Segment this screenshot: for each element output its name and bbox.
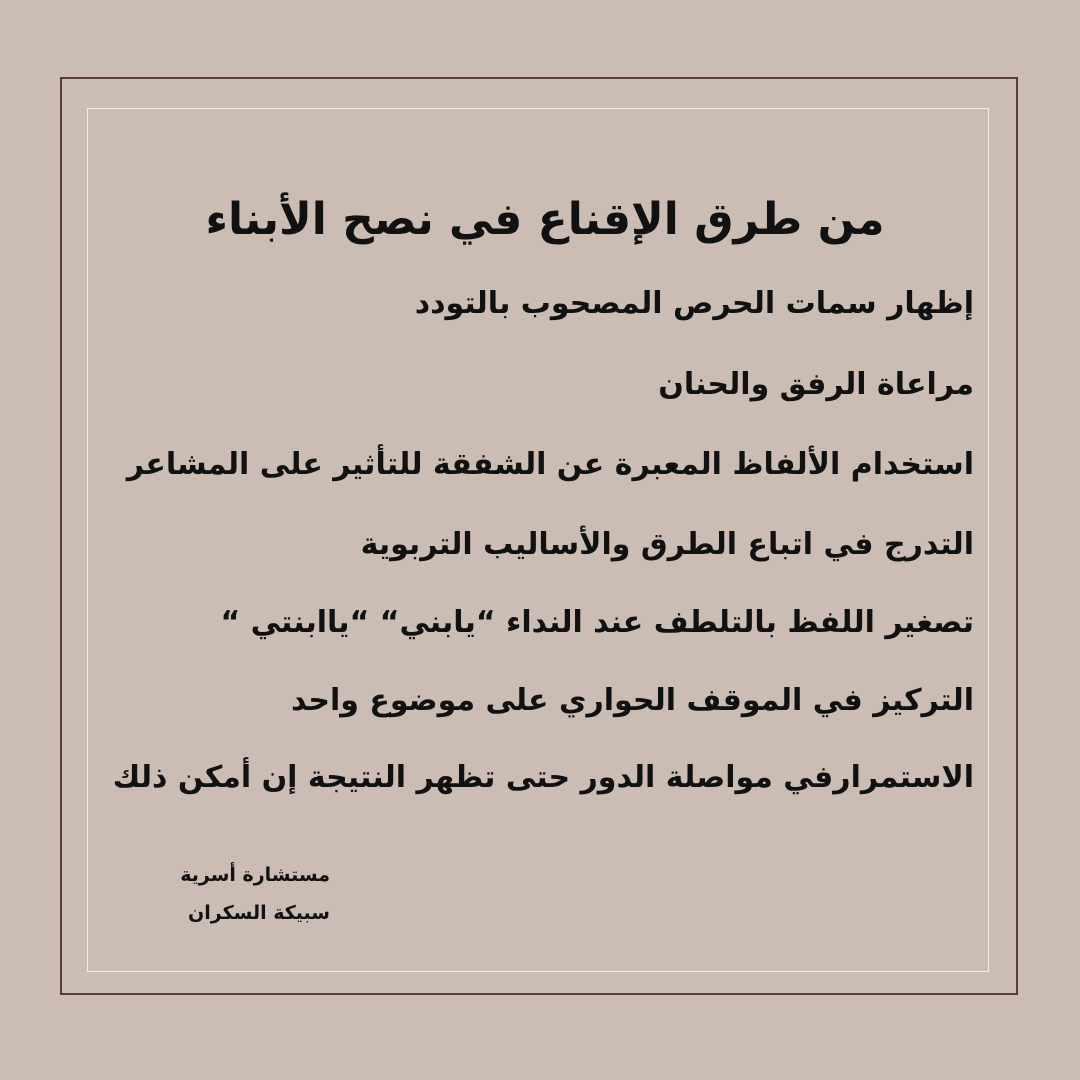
point-item: إظهار سمات الحرص المصحوب بالتودد	[414, 286, 974, 321]
signature-role: مستشارة أسرية	[180, 864, 330, 886]
point-item: استخدام الألفاظ المعبرة عن الشفقة للتأثير على المشاعر	[126, 447, 974, 482]
post-title: من طرق الإقناع في نصح الأبناء	[205, 194, 885, 245]
point-item: تصغير اللفظ بالتلطف عند النداء “يابني“ “ياابنتي “	[220, 605, 974, 640]
point-item: التدرج في اتباع الطرق والأساليب التربوية	[360, 527, 974, 562]
point-item: التركيز في الموقف الحواري على موضوع واحد	[291, 683, 974, 718]
signature-name: سبيكة السكران	[188, 902, 330, 924]
point-item: مراعاة الرفق والحنان	[658, 367, 974, 402]
point-item: الاستمرارفي مواصلة الدور حتى تظهر النتيجة إن أمكن ذلك	[112, 760, 974, 795]
